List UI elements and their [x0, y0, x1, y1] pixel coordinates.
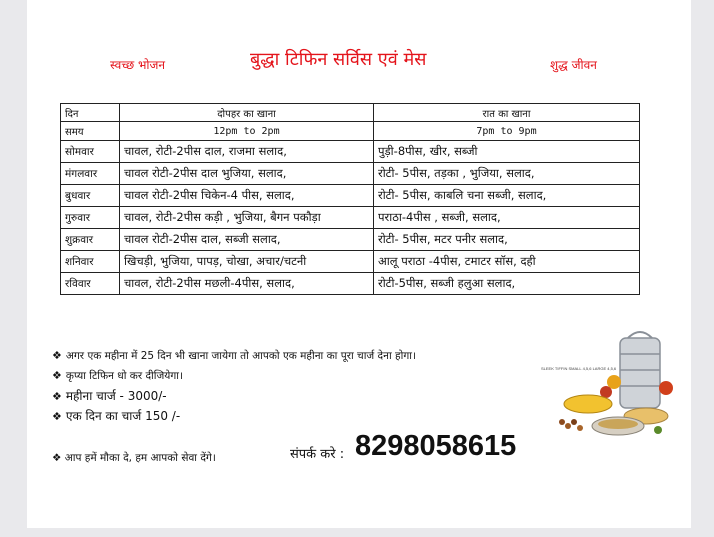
day-cell: गुरुवार: [61, 207, 120, 229]
table-header-row: [61, 104, 640, 122]
contact-label: संपर्क करे :: [290, 447, 345, 462]
day-cell: शनिवार: [61, 251, 120, 273]
diamond-bullet-icon: ❖: [52, 390, 62, 403]
note-item: [52, 386, 416, 406]
day-cell: बुधवार: [61, 185, 120, 207]
lunch-cell: चावल रोटी-2पीस दाल, सब्जी सलाद,: [120, 229, 374, 251]
lunch-cell: चावल, रोटी-2पीस मछली-4पीस, सलाद,: [120, 273, 374, 295]
lunch-cell: चावल, रोटी-2पीस दाल, राजमा सलाद,: [120, 141, 374, 163]
dinner-cell: रोटी- 5पीस, तड़का , भुजिया, सलाद,: [374, 163, 640, 185]
lunch-cell: चावल, रोटी-2पीस कड़ी , भुजिया, बैगन पकौड़ा: [120, 207, 374, 229]
lunch-time: 12pm to 2pm: [120, 122, 374, 141]
day-cell: सोमवार: [61, 141, 120, 163]
note-item: [52, 346, 416, 366]
lunch-cell: चावल रोटी-2पीस चिकेन-4 पीस, सलाद,: [120, 185, 374, 207]
table-row: [61, 207, 640, 229]
dinner-time: 7pm to 9pm: [374, 122, 640, 141]
daily-charge: एक दिन का चार्ज 150 /-: [65, 409, 181, 423]
table-time-row: [61, 122, 640, 141]
note-item: [52, 366, 416, 386]
tagline-left: स्वच्छ भोजन: [110, 58, 166, 72]
weekly-menu-table: [60, 103, 640, 295]
phone-number[interactable]: 8298058615: [355, 430, 517, 462]
time-label: समय: [61, 122, 120, 141]
tiffin-food-image: [548, 330, 678, 448]
table-row: [61, 273, 640, 295]
monthly-charge: महीना चार्ज - 3000/-: [65, 389, 167, 403]
notes-list: [52, 346, 416, 426]
day-cell: मंगलवार: [61, 163, 120, 185]
diamond-bullet-icon: ❖: [52, 349, 62, 362]
table-row: [61, 141, 640, 163]
note-item: [52, 406, 416, 426]
business-title: बुद्धा टिफिन सर्विस एवं मेस: [250, 49, 427, 70]
diamond-bullet-icon: ❖: [52, 369, 62, 382]
header-lunch: दोपहर का खाना: [120, 104, 374, 122]
dinner-cell: पराठा-4पीस , सब्जी, सलाद,: [374, 207, 640, 229]
note-text: अगर एक महीना में 25 दिन भी खाना जायेगा तो आपको एक महीना का पूरा चार्ज देना होगा।: [65, 350, 416, 362]
day-cell: रविवार: [61, 273, 120, 295]
note-text: कृप्या टिफिन धो कर दीजियेगा।: [65, 370, 183, 382]
tagline-right: शुद्ध जीवन: [550, 58, 597, 72]
dinner-cell: रोटी- 5पीस, काबलि चना सब्जी, सलाद,: [374, 185, 640, 207]
dinner-cell: रोटी-5पीस, सब्जी हलुआ सलाद,: [374, 273, 640, 295]
diamond-bullet-icon: ❖: [52, 410, 62, 423]
service-text: आप हमें मौका दे, हम आपको सेवा देंगे।: [64, 452, 216, 464]
table-row: [61, 163, 640, 185]
header-day: दिन: [61, 104, 120, 122]
diamond-bullet-icon: ❖: [52, 452, 62, 464]
service-line: [52, 451, 216, 465]
dinner-cell: पुड़ी-8पीस, खीर, सब्जी: [374, 141, 640, 163]
dinner-cell: रोटी- 5पीस, मटर पनीर सलाद,: [374, 229, 640, 251]
lunch-cell: खिचड़ी, भुजिया, पापड़, चोखा, अचार/चटनी: [120, 251, 374, 273]
day-cell: शुक्रवार: [61, 229, 120, 251]
lunch-cell: चावल रोटी-2पीस दाल भुजिया, सलाद,: [120, 163, 374, 185]
table-row: [61, 251, 640, 273]
dinner-cell: आलू पराठा -4पीस, टमाटर सॉस, दही: [374, 251, 640, 273]
table-row: [61, 185, 640, 207]
table-row: [61, 229, 640, 251]
image-caption: SLEEK TIFFIN SMALL 4,5,6 LARGE 4,5,6: [541, 366, 617, 371]
header-dinner: रात का खाना: [374, 104, 640, 122]
